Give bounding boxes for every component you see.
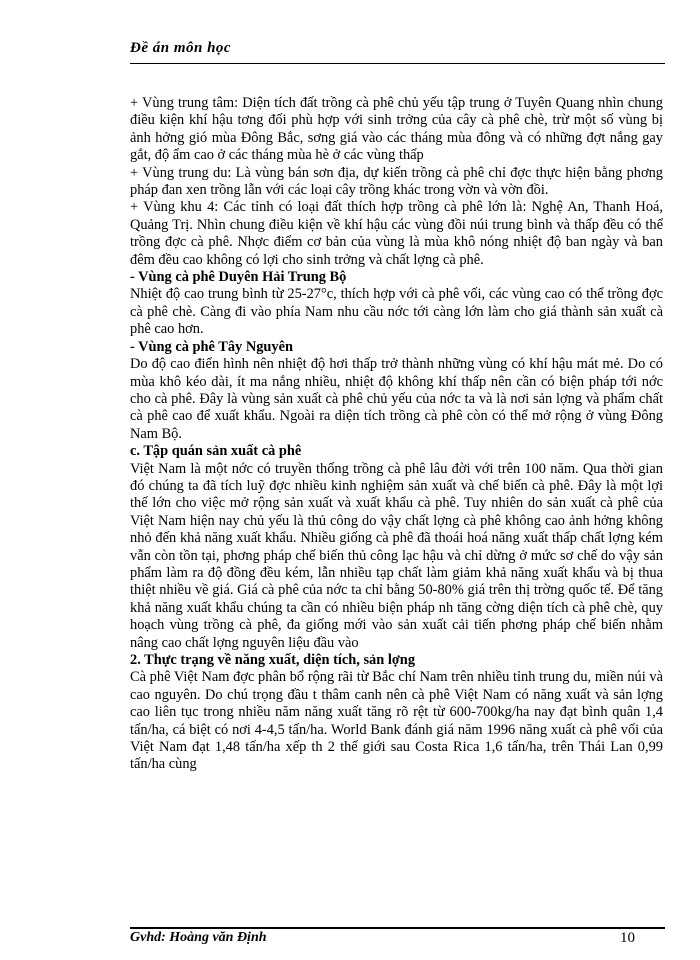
paragraph-production-practices: Việt Nam là một nớc có truyền thống trồng cà phê lâu đời với trên 100 năm. Qua thời gian đó chúng ta đã tích luỹ đợc nhiều kinh nghiệm sản xuất và chế biến cà phê. Đây là một lợi thế lớn cho việc mở rộng sản xuất và xuất khẩu cà phê. Tuy nhiên do sản xuất cà phê của Việt Nam hiện nay chủ yếu là thủ công do vậy chất lợng cà phê không cao ảnh hởng không nhỏ đến khả năng xuất khẩu. Nhiều giống cà phê đã thoái hoá năng xuất thấp chất lợng kém vẫn còn tồn tại, phơng pháp chế biến thủ công lạc hậu và chỉ dừng ở mức sơ chế do vậy sản phẩm làm ra độ đồng đều kém, lẫn nhiều tạp chất làm giảm khả năng xuất khẩu và bị thua thiệt nhiều về giá. Giá cà phê của nớc ta chỉ bằng 50-80% giá trên thị trờng quốc tế. Để tăng khả năng xuất khẩu chúng ta cần có nhiều biện pháp nh tăng cờng diện tích cà phê chè, quy hoạch vùng trồng cà phê, đa giống mới vào sản xuất cải tiến phơng pháp chế biến nhằm nâng cao chất lợng nguyên liệu đầu vào bbox=[130, 460, 663, 651]
heading-central-highlands: - Vùng cà phê Tây Nguyên bbox=[130, 338, 293, 355]
paragraph-zone-4: + Vùng khu 4: Các tỉnh có loại đất thích hợp trồng cà phê lớn là: Nghệ An, Thanh Hoá, Quảng Trị. Nhìn chung điều kiện về khí hậu các vùng đồi núi trung bình và thấp đều có thể trồng đợc cà phê. Nhợc điểm cơ bản của vùng là mùa khô nóng nhiệt độ ban ngày và ban đêm đều cao không có lợi cho sinh trởng và chất lợng cà phê. bbox=[130, 199, 663, 268]
paragraph-central-highlands: Do độ cao điển hình nên nhiệt độ hơi thấp trở thành những vùng có khí hậu mát mẻ. Do có mùa khô kéo dài, ít ma nắng nhiều, nhiệt độ không khí thấp nên cần có biện pháp tới nớc cho cà phê. Đây là vùng sản xuất cà phê chủ yếu của nớc ta và là nơi sản lợng và phẩm chất cà phê cao để xuất khẩu. Ngoài ra diện tích trồng cà phê còn có thể mở rộng ở vùng Đông Nam Bộ. bbox=[130, 356, 663, 442]
page-header-title: Đề án môn học bbox=[130, 40, 232, 56]
paragraph-yield-area-output: Cà phê Việt Nam đợc phân bổ rộng rãi từ Bắc chí Nam trên nhiều tỉnh trung du, miền núi và cao nguyên. Do chú trọng đầu t thâm canh nên cà phê Việt Nam có năng xuất và sản lợng cao liên tục trong nhiều năm năng xuất tăng rõ rệt từ 600-700kg/ha nay đạt bình quân 1,4 tấn/ha, cá biệt có nơi 4-4,5 tấn/ha. World Bank đánh giá năm 1996 năng xuất cà phê vối của Việt Nam đạt 1,48 tấn/ha xếp th 2 thế giới sau Costa Rica 1,6 tấn/ha, trên Thái Lan 0,99 tấn/ha cùng bbox=[130, 669, 663, 773]
document-body bbox=[130, 95, 663, 774]
paragraph-midland-region: + Vùng trung du: Là vùng bán sơn địa, dự kiến trồng cà phê chỉ đợc thực hiện bằng phơng pháp đan xen trồng lẫn với các loại cây trồng khác trong vờn và vờn đồi. bbox=[130, 164, 663, 199]
paragraph-central-region: + Vùng trung tâm: Diện tích đất trồng cà phê chủ yếu tập trung ở Tuyên Quang nhìn chung điều kiện khí hậu tơng đối phù hợp với sinh trởng của cây cà phê chè, trừ một số vùng bị ảnh hởng gió mùa Đông Bắc, sơng giá vào các tháng mùa đông và có những đợt nắng gay gắt, độ ẩm cao ở các tháng mùa hè ở các vùng thấp bbox=[130, 95, 663, 164]
heading-central-coast: - Vùng cà phê Duyên Hải Trung Bộ bbox=[130, 269, 347, 286]
header-divider bbox=[130, 63, 665, 64]
heading-yield-area-output: 2. Thực trạng về năng xuất, diện tích, sản lợng bbox=[130, 652, 416, 668]
footer-divider bbox=[130, 927, 665, 929]
footer-author: Gvhd: Hoàng văn Định bbox=[130, 930, 267, 945]
heading-production-practices: c. Tập quán sản xuất cà phê bbox=[130, 443, 302, 460]
paragraph-central-coast: Nhiệt độ cao trung bình từ 25-27°c, thích hợp với cà phê vối, các vùng cao có thể trồng đợc cà phê chè. Càng đi vào phía Nam nhu cầu nớc tới càng lớn làm cho giá thành sản xuất cà phê cao hơn. bbox=[130, 286, 663, 338]
page-number: 10 bbox=[620, 930, 635, 946]
